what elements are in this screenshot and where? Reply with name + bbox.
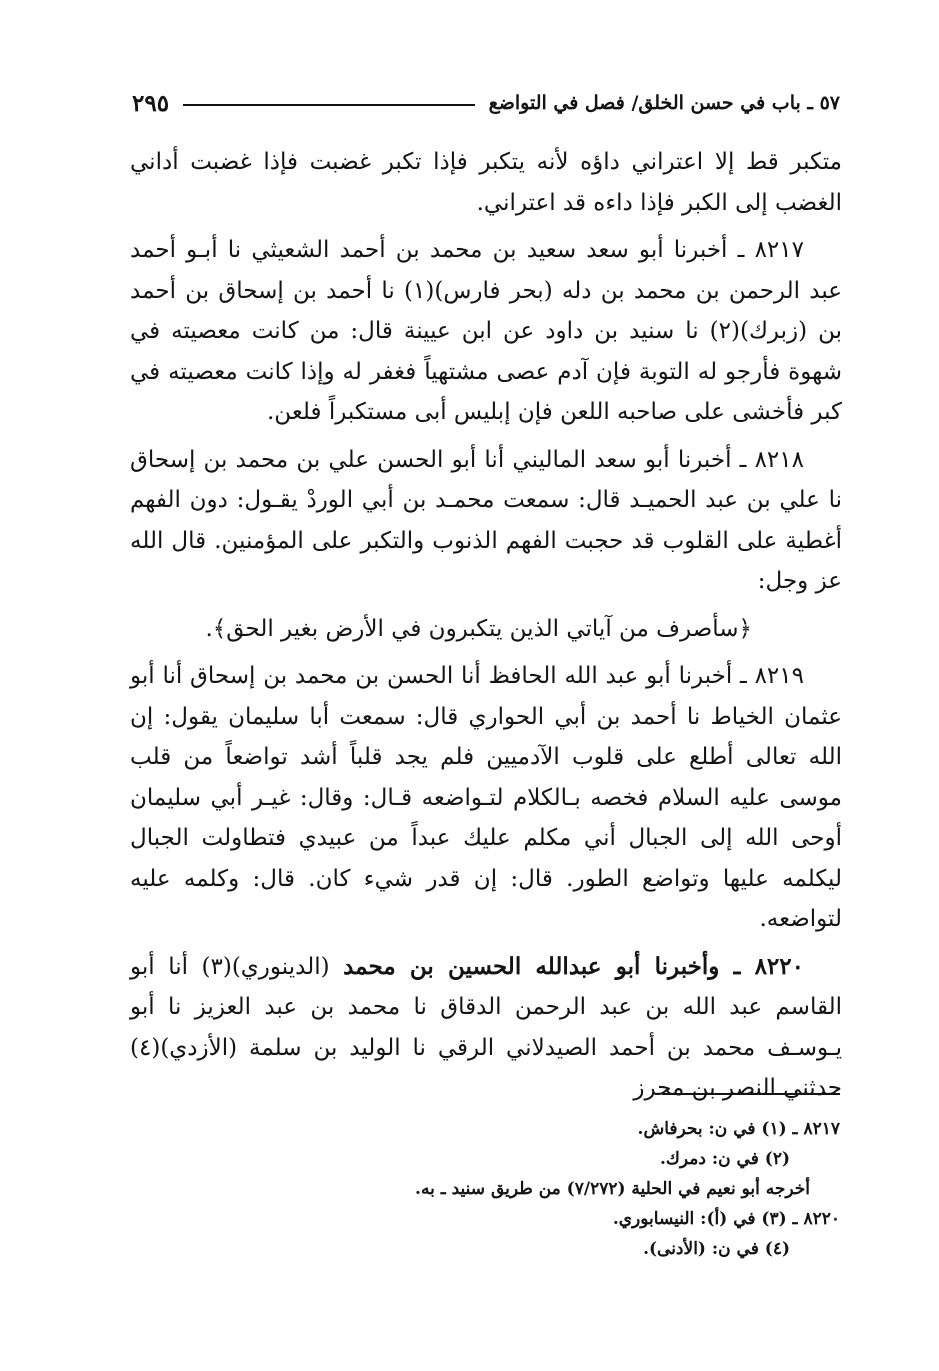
paragraph-8219: ٨٢١٩ ـ أخبرنا أبو عبد الله الحافظ أنا الحسن بن محمد بن إسحاق أنا أبو عثمان الخياط نا أحمد بن أبي الحواري قال: سمعت أبا سليمان يقول: إن الله تعالى أطلع على قلوب الآدميين فلم يجد قلباً أشد تواضعاً من قلب موسى عليه السلام فخصه بـالكلام لتـواضعه قـال: وقال: غيـر أبي سليمان أوحى الله إلى الجبال أني مكلم عليك عبداً من عبيدي فتطاولت الجبال ليكلمه عليها وتواضع الطور. قال: إن قدر شيء كان. قال: وكلمه عليه لتواضعه. [130,663,842,932]
footnote-separator [662,1093,840,1095]
footnote-2: (٢) في ن: دمرك. [659,1149,790,1169]
footnote-source: أخرجه أبو نعيم في الحلية (٧/٢٧٢) من طريق سنيد ـ به. [415,1179,810,1199]
footnotes [300,1114,840,1264]
paragraph-continuation: متكبر قط إلا اعتراني داؤه لأنه يتكبر فإذا تكبر غضبت فإذا غضبت أداني الغضب إلى الكبر فإذا داءه قد اعتراني. [130,149,842,216]
footnote-8217-1: ٨٢١٧ ـ (١) في ن: بحرفاش. [637,1119,840,1139]
header-rule [183,104,475,106]
paragraph-8218: ٨٢١٨ ـ أخبرنا أبو سعد الماليني أنا أبو الحسن علي بن محمد بن إسحاق نا علي بن عبد الحميـد قال: سمعت محمـد بن أبي الوردْ يقـول: دون الفهم أغطية على القلوب قد حجبت الفهم الذنوب والتكبر على المؤمنين. قال الله عز وجل: [130,446,842,594]
footnote-8220-3: ٨٢٢٠ ـ (٣) في (أ): النيسابوري. [612,1209,840,1229]
chapter-title: ٥٧ ـ باب في حسن الخلق/ فصل في التواضع [488,92,840,114]
quran-verse: ﴿سأصرف من آياتي الذين يتكبرون في الأرض بغير الحق﴾. [205,615,752,642]
main-text [130,142,842,1116]
footnote-4: (٤) في ن: (الأدنى). [643,1239,790,1259]
paragraph-8217: ٨٢١٧ ـ أخبرنا أبو سعد سعيد بن محمد بن أحمد الشعيثي نا أبـو أحمد عبد الرحمن بن محمد بن دله (بحر فارس)(١) نا أحمد بن إسحاق بن أحمد بن (زبرك)(٢) نا سنيد بن داود عن ابن عيينة قال: من كانت معصيته في شهوة فأرجو له التوبة فإن آدم عصى مشتهياً فغفر له وإذا كانت معصيته في كبر فأخشى على صاحبه اللعن فإن إبليس أبى مستكبراً فلعن. [130,237,842,425]
paragraph-8220 [130,947,842,1109]
paragraph-8220-lead: ٨٢٢٠ ـ وأخبرنا أبو عبدالله الحسين بن محمد [343,952,804,980]
page-number: ٢٩٥ [132,89,170,117]
paragraph-8220-rest: (الدينوري)(٣) أنا أبو القاسم عبد الله بن عبد الرحمن الدقاق نا محمد بن عبد العزيز نا أبو يـوسـف محمد بن أحمد الصيدلاني الرقي نا الوليد بن سلمة (الأزدي)(٤) حدثني النصر بن محرز [130,953,842,1101]
running-header [132,86,840,120]
